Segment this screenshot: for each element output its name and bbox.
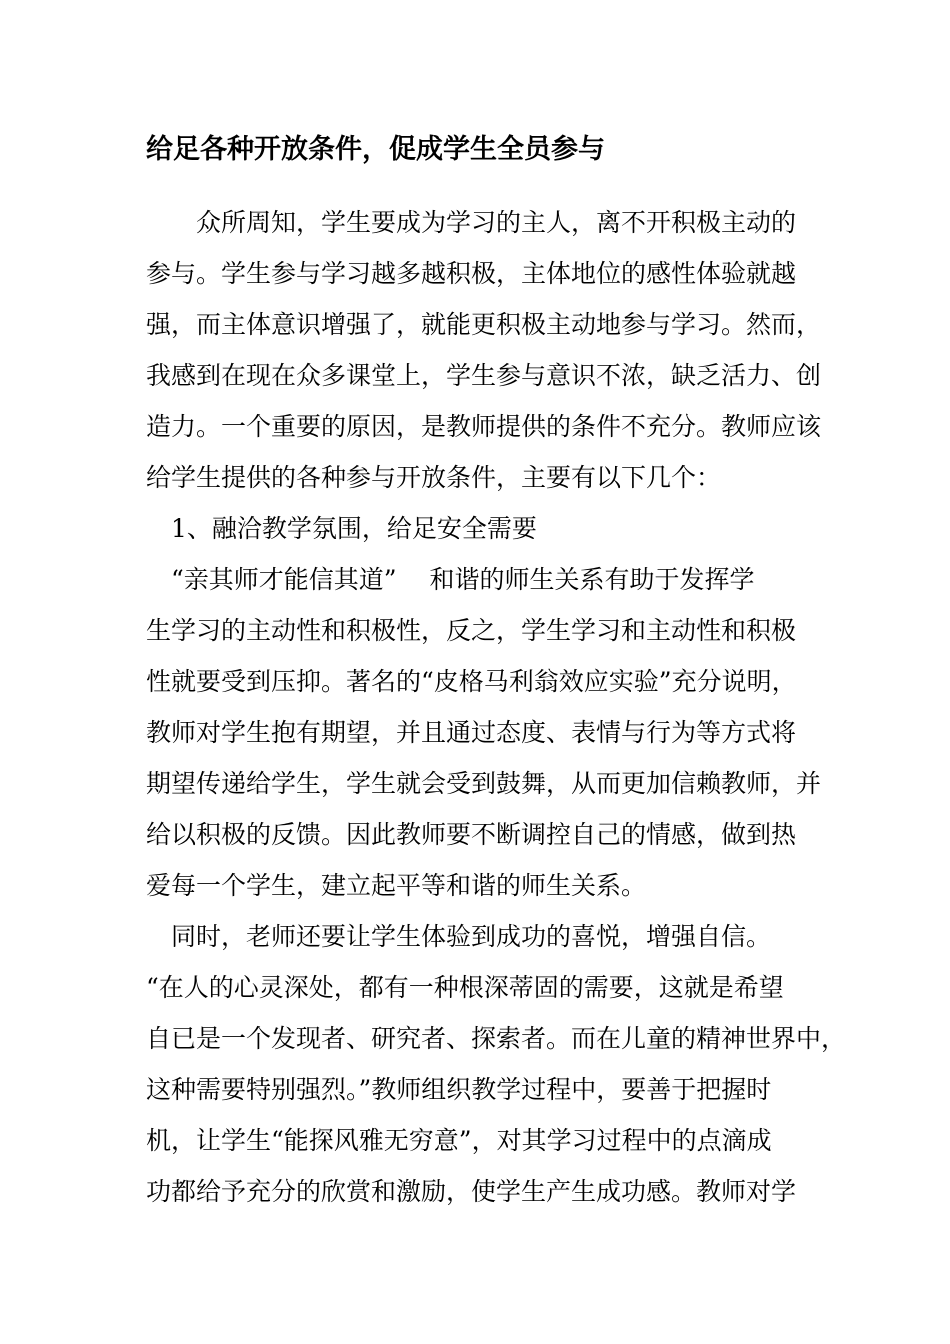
body-line: 功都给予充分的欣赏和激励，使学生产生成功感。教师对学: [146, 1177, 797, 1206]
body-line: 同时，老师还要让学生体验到成功的喜悦，增强自信。: [146, 922, 772, 951]
body-line: 机，让学生“能探风雅无穷意”，对其学习过程中的点滴成: [146, 1126, 772, 1155]
body-line: 我感到在现在众多课堂上，学生参与意识不浓，缺乏活力、创: [146, 361, 822, 390]
body-line: 强，而主体意识增强了，就能更积极主动地参与学习。然而，: [146, 310, 822, 339]
body-line: 自已是一个发现者、研究者、探索者。而在儿童的精神世界中，: [146, 1024, 847, 1053]
body-line: 性就要受到压抑。著名的“皮格马利翁效应实验”充分说明，: [146, 667, 797, 696]
body-line: 这种需要特别强烈。”教师组织教学过程中，要善于把握时: [146, 1075, 772, 1104]
body-line: “在人的心灵深处，都有一种根深蒂固的需要，这就是希望: [146, 973, 784, 1002]
body-line: 造力。一个重要的原因，是教师提供的条件不充分。教师应该: [146, 412, 822, 441]
body-line: 教师对学生抱有期望，并且通过态度、表情与行为等方式将: [146, 718, 797, 747]
body-line: 给学生提供的各种参与开放条件，主要有以下几个：: [146, 463, 722, 492]
body-line: “亲其师才能信其道” 和谐的师生关系有助于发挥学: [146, 565, 755, 594]
body-line: 爱每一个学生，建立起平等和谐的师生关系。: [146, 871, 647, 900]
body-line: 生学习的主动性和积极性，反之，学生学习和主动性和积极: [146, 616, 797, 645]
body-line: 期望传递给学生，学生就会受到鼓舞，从而更加信赖教师，并: [146, 769, 822, 798]
document-title: 给足各种开放条件，促成学生全员参与: [146, 134, 605, 165]
section-heading: 1、融洽教学氛围，给足安全需要: [146, 514, 537, 543]
body-line: 给以积极的反馈。因此教师要不断调控自己的情感，做到热: [146, 820, 797, 849]
body-line: 参与。学生参与学习越多越积极，主体地位的感性体验就越: [146, 259, 797, 288]
body-line: 众所周知，学生要成为学习的主人，离不开积极主动的: [146, 208, 797, 237]
